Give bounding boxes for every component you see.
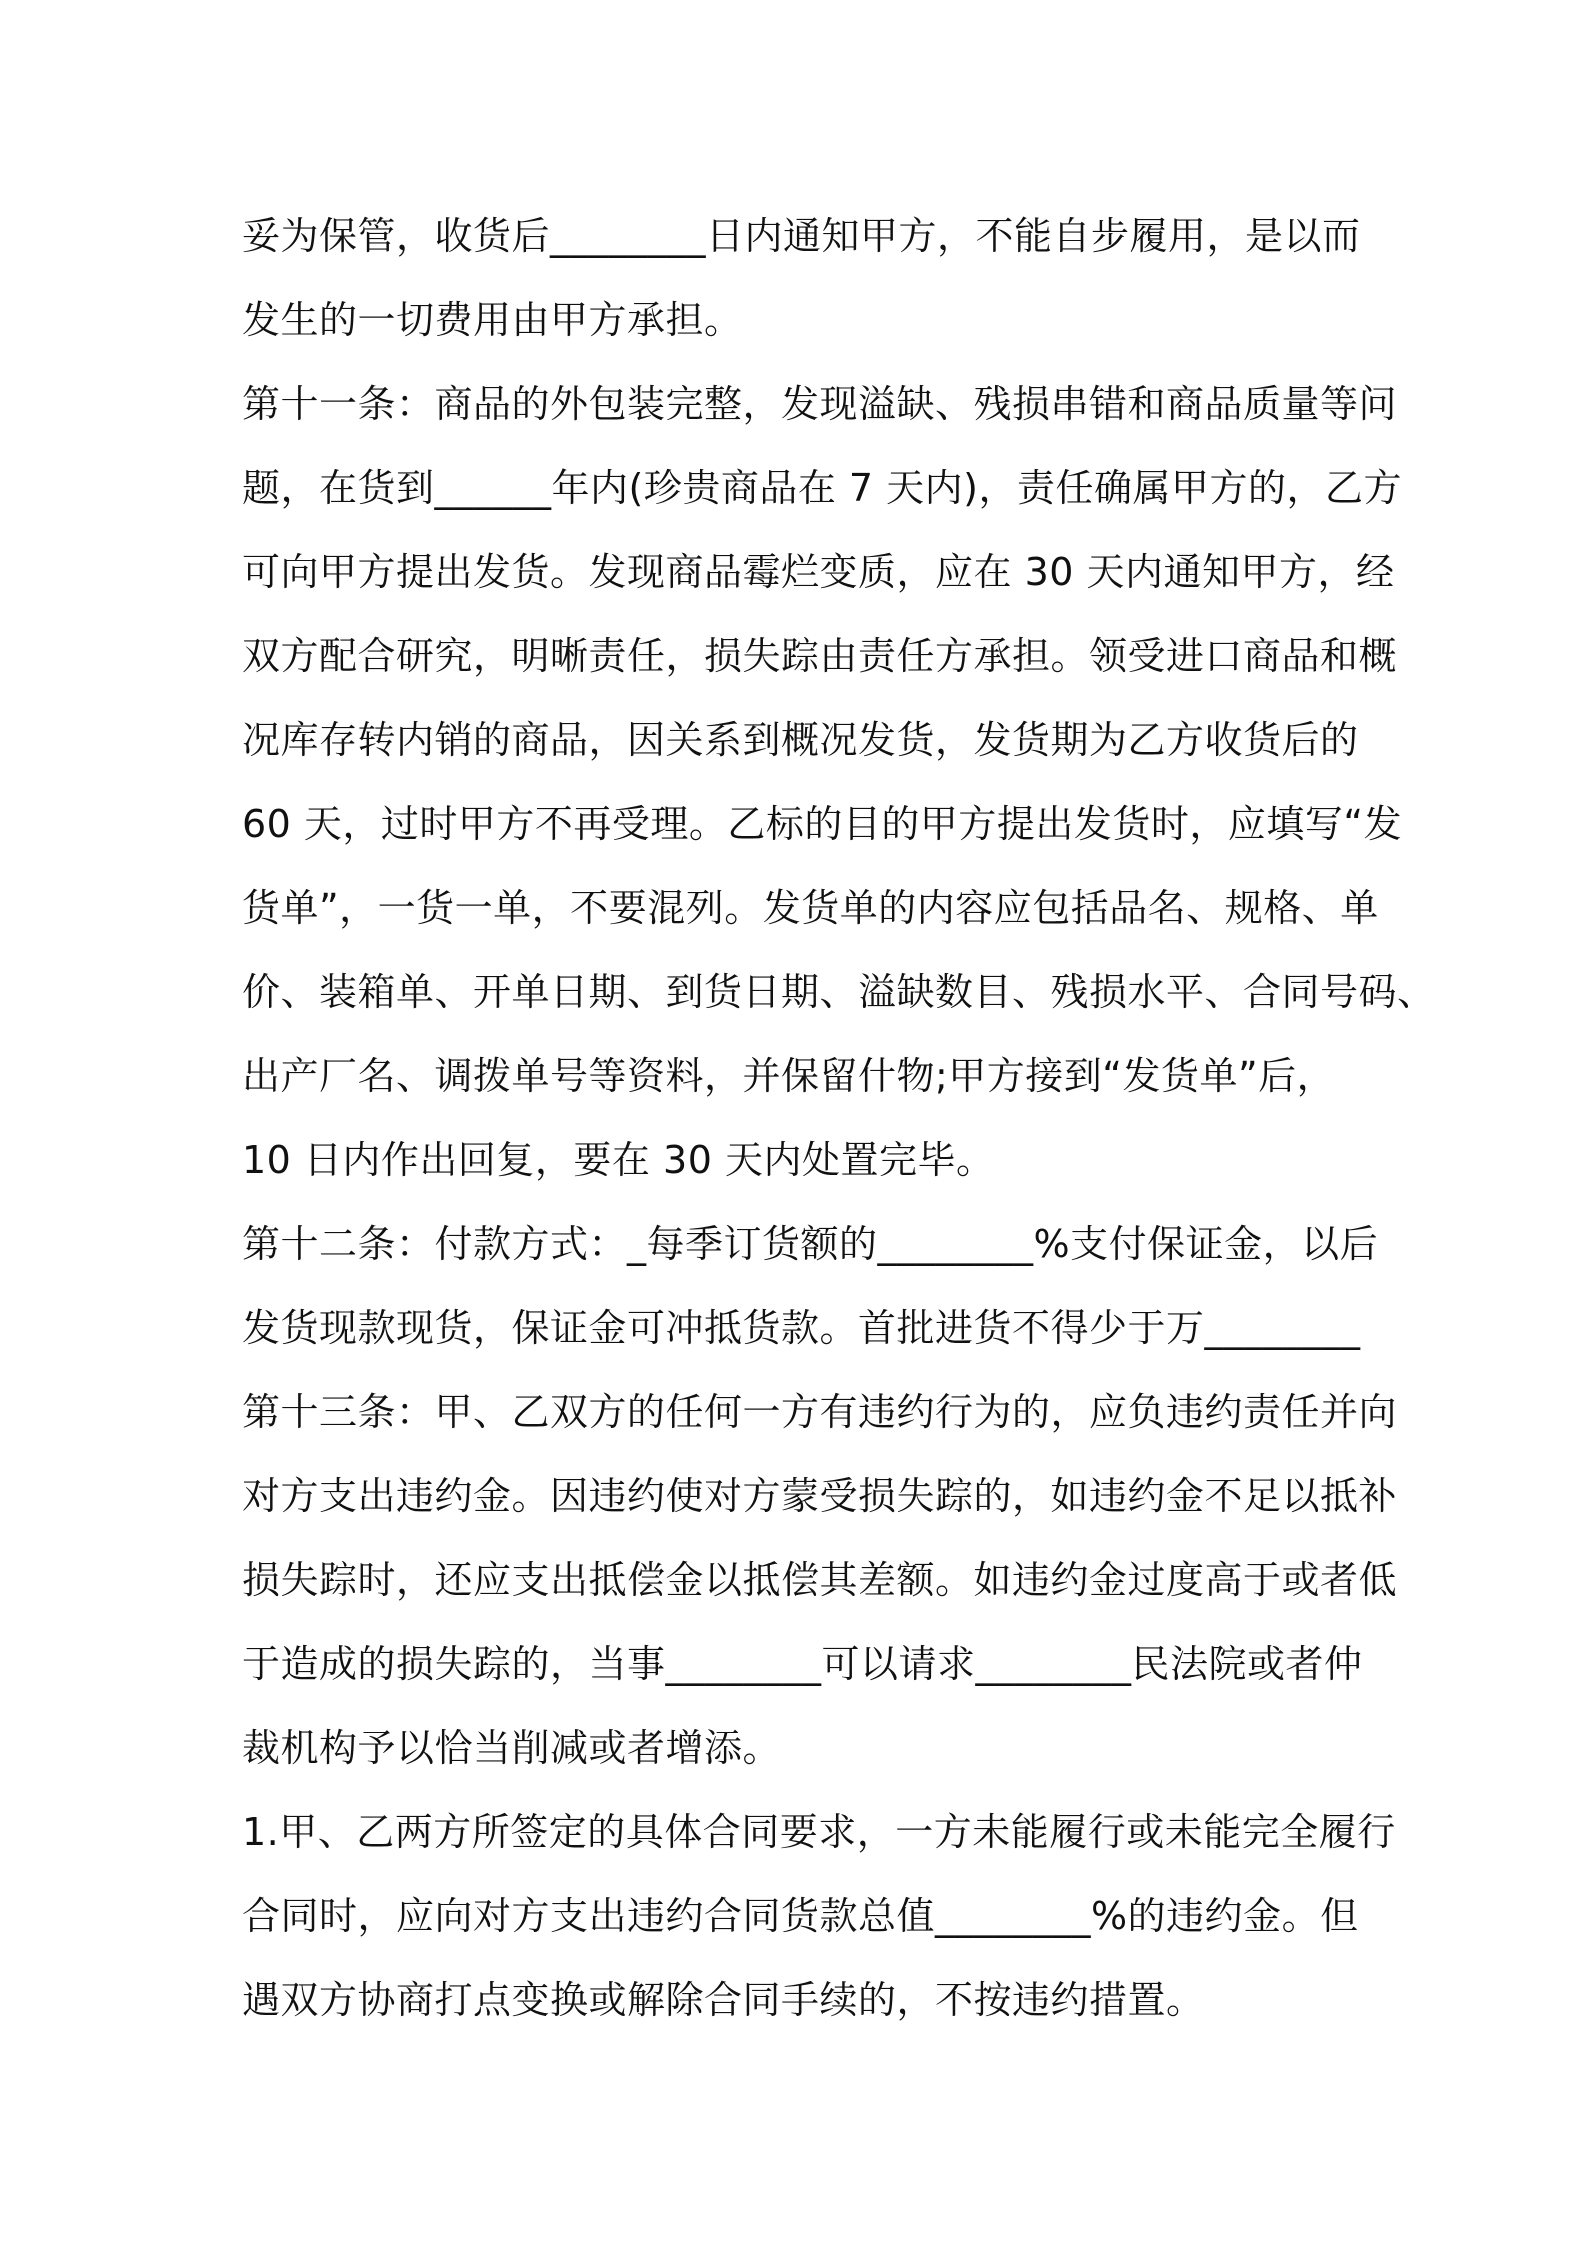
text-line: 价、装箱单、开单日期、到货日期、溢缺数目、残损水平、合同号码、: [242, 970, 1436, 1014]
text-line: 第十二条：付款方式：_每季订货额的________%支付保证金，以后: [242, 1222, 1379, 1266]
text-line: 合同时，应向对方支出违约合同货款总值________%的违约金。但: [242, 1894, 1359, 1938]
text-line: 况库存转内销的商品，因关系到概况发货，发货期为乙方收货后的: [242, 718, 1359, 762]
text-line: 裁机构予以恰当削减或者增添。: [242, 1726, 782, 1770]
text-line: 对方支出违约金。因违约使对方蒙受损失踪的，如违约金不足以抵补: [242, 1474, 1398, 1518]
text-line: 遇双方协商打点变换或解除合同手续的，不按违约措置。: [242, 1978, 1205, 2022]
text-line: 10 日内作出回复，要在 30 天内处置完毕。: [242, 1138, 995, 1182]
text-line: 发货现款现货，保证金可冲抵货款。首批进货不得少于万________: [242, 1306, 1361, 1350]
text-line: 双方配合研究，明晰责任，损失踪由责任方承担。领受进口商品和概: [242, 634, 1398, 678]
text-line: 1.甲、乙两方所签定的具体合同要求，一方未能履行或未能完全履行: [242, 1810, 1396, 1854]
text-line: 出产厂名、调拨单号等资料，并保留什物;甲方接到“发货单”后，: [242, 1054, 1336, 1098]
document-body: [242, 194, 1436, 2042]
text-line: 60 天，过时甲方不再受理。乙标的目的甲方提出发货时，应填写“发: [242, 802, 1403, 846]
text-line: 货单”，一货一单，不要混列。发货单的内容应包括品名、规格、单: [242, 886, 1379, 930]
text-line: 第十三条：甲、乙双方的任何一方有违约行为的，应负违约责任并向: [242, 1390, 1398, 1434]
text-line: 损失踪时，还应支出抵偿金以抵偿其差额。如违约金过度高于或者低: [242, 1558, 1398, 1602]
text-line: 题，在货到______年内(珍贵商品在 7 天内)，责任确属甲方的，乙方: [242, 466, 1402, 510]
text-line: 妥为保管，收货后________日内通知甲方，不能自步履用，是以而: [242, 214, 1361, 258]
text-line: 发生的一切费用由甲方承担。: [242, 298, 743, 342]
text-line: 可向甲方提出发货。发现商品霉烂变质，应在 30 天内通知甲方，经: [242, 550, 1395, 594]
text-line: 第十一条：商品的外包装完整，发现溢缺、残损串错和商品质量等问: [242, 382, 1398, 426]
text-line: 于造成的损失踪的，当事________可以请求________民法院或者仲: [242, 1642, 1363, 1686]
